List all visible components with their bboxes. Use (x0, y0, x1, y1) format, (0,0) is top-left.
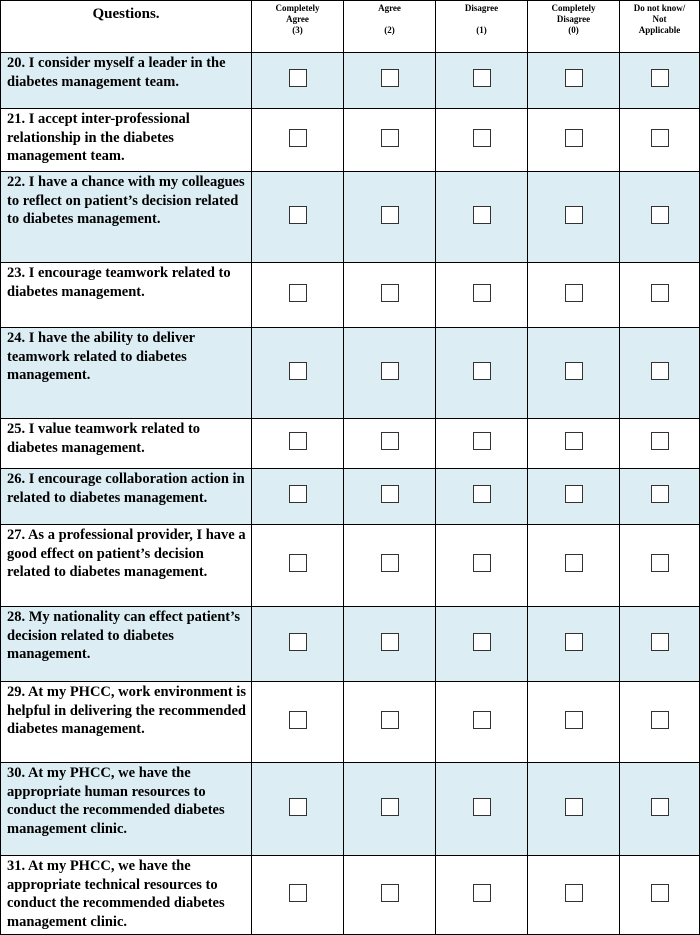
answer-cell-disagree (436, 469, 528, 525)
question-text: 26. I encourage collaboration action in related to diabetes management. (1, 469, 252, 525)
answer-cell-completely-disagree (528, 607, 620, 682)
answer-cell-agree (344, 419, 436, 469)
checkbox-agree[interactable] (381, 554, 399, 572)
answer-cell-completely-agree (252, 682, 344, 763)
checkbox-completely-agree[interactable] (289, 485, 307, 503)
answer-cell-completely-disagree (528, 263, 620, 328)
checkbox-disagree[interactable] (473, 485, 491, 503)
answer-cell-not-applicable (620, 53, 700, 109)
table-row (1, 856, 700, 935)
checkbox-completely-disagree[interactable] (565, 485, 583, 503)
answer-cell-disagree (436, 109, 528, 172)
answer-cell-completely-disagree (528, 856, 620, 935)
checkbox-not-applicable[interactable] (651, 69, 669, 87)
answer-cell-agree (344, 856, 436, 935)
answer-cell-completely-agree (252, 607, 344, 682)
answer-cell-agree (344, 328, 436, 419)
answer-cell-completely-disagree (528, 172, 620, 263)
answer-cell-disagree (436, 172, 528, 263)
option-header-line: Completely (551, 3, 596, 13)
checkbox-completely-agree[interactable] (289, 69, 307, 87)
checkbox-agree[interactable] (381, 485, 399, 503)
option-header-line: Not (652, 14, 667, 24)
checkbox-disagree[interactable] (473, 284, 491, 302)
checkbox-completely-disagree[interactable] (565, 633, 583, 651)
answer-cell-agree (344, 607, 436, 682)
answer-cell-agree (344, 525, 436, 607)
checkbox-completely-disagree[interactable] (565, 362, 583, 380)
checkbox-completely-agree[interactable] (289, 129, 307, 147)
answer-cell-completely-disagree (528, 763, 620, 856)
table-row (1, 763, 700, 856)
checkbox-completely-agree[interactable] (289, 206, 307, 224)
answer-cell-completely-disagree (528, 109, 620, 172)
table-row (1, 53, 700, 109)
option-header-agree (344, 1, 436, 53)
checkbox-completely-disagree[interactable] (565, 206, 583, 224)
checkbox-agree[interactable] (381, 633, 399, 651)
checkbox-agree[interactable] (381, 432, 399, 450)
checkbox-completely-agree[interactable] (289, 362, 307, 380)
checkbox-not-applicable[interactable] (651, 884, 669, 902)
answer-cell-not-applicable (620, 856, 700, 935)
checkbox-completely-disagree[interactable] (565, 798, 583, 816)
checkbox-not-applicable[interactable] (651, 362, 669, 380)
checkbox-not-applicable[interactable] (651, 284, 669, 302)
answer-cell-not-applicable (620, 172, 700, 263)
checkbox-agree[interactable] (381, 798, 399, 816)
answer-cell-disagree (436, 763, 528, 856)
option-header-score: (0) (568, 25, 579, 35)
checkbox-completely-disagree[interactable] (565, 69, 583, 87)
question-text: 21. I accept inter-professional relationship in the diabetes management team. (1, 109, 252, 172)
checkbox-disagree[interactable] (473, 884, 491, 902)
question-text: 25. I value teamwork related to diabetes management. (1, 419, 252, 469)
answer-cell-agree (344, 682, 436, 763)
question-rows (1, 53, 700, 935)
checkbox-completely-disagree[interactable] (565, 711, 583, 729)
checkbox-completely-agree[interactable] (289, 711, 307, 729)
answer-cell-completely-disagree (528, 53, 620, 109)
answer-cell-completely-agree (252, 419, 344, 469)
checkbox-agree[interactable] (381, 884, 399, 902)
checkbox-disagree[interactable] (473, 798, 491, 816)
checkbox-disagree[interactable] (473, 69, 491, 87)
table-row (1, 263, 700, 328)
checkbox-agree[interactable] (381, 206, 399, 224)
question-text: 28. My nationality can effect patient’s decision related to diabetes management. (1, 607, 252, 682)
answer-cell-completely-disagree (528, 525, 620, 607)
questions-header: Questions. (1, 1, 252, 53)
answer-cell-completely-agree (252, 172, 344, 263)
question-text: 23. I encourage teamwork related to diabetes management. (1, 263, 252, 328)
checkbox-completely-disagree[interactable] (565, 554, 583, 572)
checkbox-not-applicable[interactable] (651, 432, 669, 450)
answer-cell-not-applicable (620, 328, 700, 419)
question-text: 27. As a professional provider, I have a good effect on patient’s decision related to diabetes management. (1, 525, 252, 607)
answer-cell-agree (344, 469, 436, 525)
checkbox-not-applicable[interactable] (651, 633, 669, 651)
question-text: 24. I have the ability to deliver teamwork related to diabetes management. (1, 328, 252, 419)
checkbox-agree[interactable] (381, 69, 399, 87)
table-row (1, 469, 700, 525)
answer-cell-disagree (436, 682, 528, 763)
checkbox-completely-disagree[interactable] (565, 129, 583, 147)
option-header-completely-agree (252, 1, 344, 53)
option-header-line: Applicable (638, 25, 681, 35)
checkbox-completely-agree[interactable] (289, 432, 307, 450)
option-header-not-applicable (620, 1, 700, 53)
checkbox-agree[interactable] (381, 129, 399, 147)
checkbox-disagree[interactable] (473, 633, 491, 651)
answer-cell-completely-agree (252, 469, 344, 525)
answer-cell-completely-disagree (528, 682, 620, 763)
checkbox-completely-agree[interactable] (289, 798, 307, 816)
answer-cell-disagree (436, 419, 528, 469)
checkbox-disagree[interactable] (473, 362, 491, 380)
answer-cell-not-applicable (620, 763, 700, 856)
answer-cell-agree (344, 263, 436, 328)
checkbox-agree[interactable] (381, 284, 399, 302)
checkbox-disagree[interactable] (473, 129, 491, 147)
question-text: 31. At my PHCC, we have the appropriate technical resources to conduct the recommended diabetes management clinic. (1, 856, 252, 935)
checkbox-completely-agree[interactable] (289, 884, 307, 902)
answer-cell-not-applicable (620, 109, 700, 172)
answer-cell-agree (344, 53, 436, 109)
answer-cell-disagree (436, 525, 528, 607)
answer-cell-disagree (436, 53, 528, 109)
checkbox-completely-disagree[interactable] (565, 432, 583, 450)
question-text: 30. At my PHCC, we have the appropriate human resources to conduct the recommended diabetes management clinic. (1, 763, 252, 856)
table-row (1, 419, 700, 469)
answer-cell-not-applicable (620, 263, 700, 328)
option-header-line: Disagree (464, 3, 499, 13)
checkbox-disagree[interactable] (473, 711, 491, 729)
checkbox-completely-agree[interactable] (289, 633, 307, 651)
answer-cell-completely-disagree (528, 328, 620, 419)
option-header-line: Agree (378, 3, 401, 13)
table-row (1, 328, 700, 419)
checkbox-not-applicable[interactable] (651, 129, 669, 147)
question-text: 20. I consider myself a leader in the diabetes management team. (1, 53, 252, 109)
checkbox-not-applicable[interactable] (651, 485, 669, 503)
option-header-line (436, 14, 527, 25)
table-row (1, 607, 700, 682)
answer-cell-not-applicable (620, 682, 700, 763)
table-row (1, 109, 700, 172)
checkbox-not-applicable[interactable] (651, 711, 669, 729)
answer-cell-completely-agree (252, 263, 344, 328)
answer-cell-not-applicable (620, 525, 700, 607)
checkbox-completely-agree[interactable] (289, 554, 307, 572)
question-text: 29. At my PHCC, work environment is helpful in delivering the recommended diabetes management. (1, 682, 252, 763)
answer-cell-completely-agree (252, 856, 344, 935)
checkbox-not-applicable[interactable] (651, 206, 669, 224)
checkbox-completely-agree[interactable] (289, 284, 307, 302)
option-header-score: (2) (384, 25, 395, 35)
answer-cell-not-applicable (620, 469, 700, 525)
checkbox-agree[interactable] (381, 362, 399, 380)
option-header-line: Do not know/ (633, 3, 686, 13)
table-row (1, 172, 700, 263)
option-header-disagree (436, 1, 528, 53)
checkbox-not-applicable[interactable] (651, 554, 669, 572)
checkbox-agree[interactable] (381, 711, 399, 729)
header-row (1, 1, 700, 53)
checkbox-completely-disagree[interactable] (565, 284, 583, 302)
checkbox-disagree[interactable] (473, 206, 491, 224)
answer-cell-agree (344, 763, 436, 856)
checkbox-disagree[interactable] (473, 432, 491, 450)
option-header-line: Disagree (556, 14, 591, 24)
answer-cell-disagree (436, 328, 528, 419)
answer-cell-not-applicable (620, 607, 700, 682)
answer-cell-agree (344, 172, 436, 263)
answer-cell-completely-disagree (528, 419, 620, 469)
question-text: 22. I have a chance with my colleagues to reflect on patient’s decision related to diabetes management. (1, 172, 252, 263)
table-row (1, 682, 700, 763)
answer-cell-completely-agree (252, 763, 344, 856)
answer-cell-not-applicable (620, 419, 700, 469)
option-header-score: (1) (476, 25, 487, 35)
option-header-line: Agree (286, 14, 309, 24)
answer-cell-completely-agree (252, 525, 344, 607)
answer-cell-completely-agree (252, 53, 344, 109)
answer-cell-disagree (436, 856, 528, 935)
checkbox-completely-disagree[interactable] (565, 884, 583, 902)
answer-cell-completely-disagree (528, 469, 620, 525)
table-row (1, 525, 700, 607)
option-header-score: (3) (292, 25, 303, 35)
answer-cell-completely-agree (252, 328, 344, 419)
option-header-line (344, 14, 435, 25)
option-header-completely-disagree (528, 1, 620, 53)
checkbox-disagree[interactable] (473, 554, 491, 572)
answer-cell-disagree (436, 263, 528, 328)
option-header-line: Completely (275, 3, 320, 13)
checkbox-not-applicable[interactable] (651, 798, 669, 816)
answer-cell-agree (344, 109, 436, 172)
answer-cell-completely-agree (252, 109, 344, 172)
answer-cell-disagree (436, 607, 528, 682)
